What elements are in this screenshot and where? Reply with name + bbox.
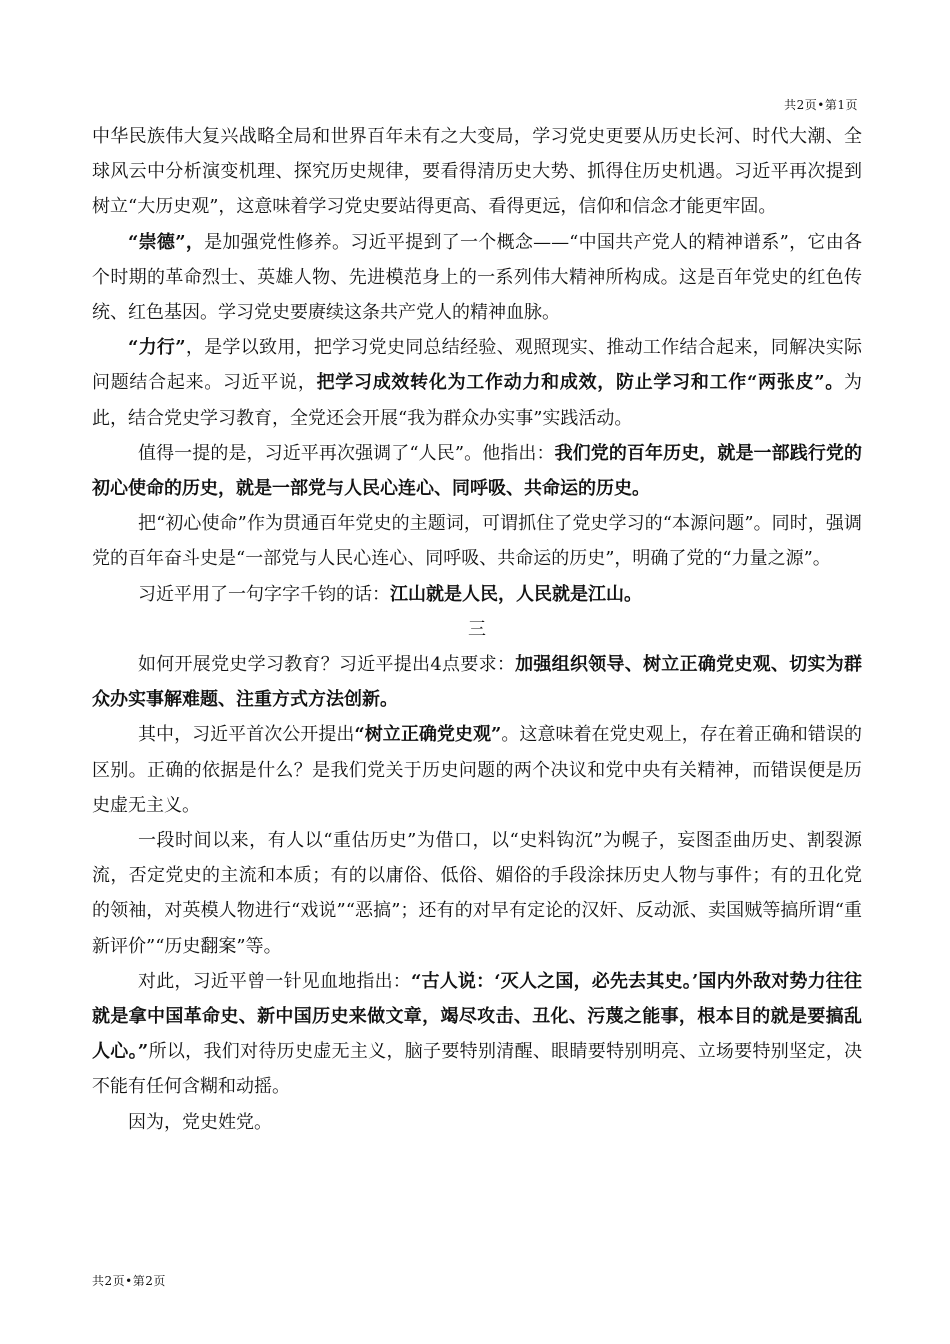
paragraph-7-text: 如何开展党史学习教育？习近平提出4点要求： <box>138 654 516 676</box>
paragraph-8-text-2: 。这意味着在党史观上，存在着正确和错误的区别。正确的依据是什么？是我们党关于历史问题的两个决议和党中央有关精神，而错误便是历史虚无主义。 <box>92 724 862 816</box>
paragraph-4-emphasis: 我们党的百年历史，就是一部践行党的初心使命的历史，就是一部党与人民心连心、同呼吸、共命运的历史。 <box>92 442 862 500</box>
paragraph-4 <box>92 436 862 506</box>
paragraph-6-emphasis: 江山就是人民，人民就是江山。 <box>390 583 642 605</box>
paragraph-7 <box>92 647 862 717</box>
paragraph-3-emphasis: 把学习成效转化为工作动力和成效，防止学习和工作“两张皮”。 <box>316 372 844 394</box>
paragraph-8 <box>92 717 862 823</box>
page-header: 共2页•第1页 <box>784 98 858 112</box>
paragraph-6 <box>92 577 862 612</box>
paragraph-3-text-2: 为此，结合党史学习教育，全党还会开展“我为群众办实事”实践活动。 <box>92 372 862 429</box>
section-heading-three: 三 <box>468 618 486 640</box>
paragraph-7-emphasis: 加强组织领导、树立正确党史观、切实为群众办实事解难题、注重方式方法创新。 <box>92 654 863 711</box>
paragraph-4-text: 值得一提的是，习近平再次强调了“人民”。他指出： <box>138 442 555 464</box>
paragraph-8-emphasis: “树立正确党史观” <box>354 724 502 746</box>
paragraph-6-text: 习近平用了一句字字千钧的话： <box>138 583 390 605</box>
document-body <box>92 119 862 1140</box>
paragraph-11: 因为，党史姓党。 <box>128 1111 272 1133</box>
paragraph-8-text-1: 其中，习近平首次公开提出 <box>138 724 355 746</box>
paragraph-10-text-2: 所以，我们对待历史虚无主义，脑子要特别清醒、眼睛要特别明亮、立场要特别坚定，决不能有任何含糊和动摇。 <box>92 1041 862 1098</box>
paragraph-3 <box>92 330 862 436</box>
paragraph-2-lead: “崇德”， <box>128 231 205 253</box>
paragraph-9: 一段时间以来，有人以“重估历史”为借口，以“史料钩沉”为幌子，妄图歪曲历史、割裂源流，否定党史的主流和本质；有的以庸俗、低俗、媚俗的手段涂抹历史人物与事件；有的丑化党的领袖，对英模人物进行“戏说”“恶搞”；还有的对早有定论的汉奸、反动派、卖国贼等搞所谓“重新评价”“历史翻案”等。 <box>92 830 862 957</box>
paragraph-2-text: 是加强党性修养。习近平提到了一个概念——“中国共产党人的精神谱系”，它由各个时期的革命烈士、英雄人物、先进模范身上的一系列伟大精神所构成。这是百年党史的红色传统、红色基因。学习党史要赓续这条共产党人的精神血脉。 <box>92 231 862 324</box>
paragraph-10-text-1: 对此，习近平曾一针见血地指出： <box>138 970 411 992</box>
paragraph-10-quote: “古人说：‘灭人之国，必先去其史。’国内外敌对势力往往就是拿中国革命史、新中国历史来做文章，竭尽攻击、丑化、污蔑之能事，根本目的就是要搞乱人心。” <box>92 970 862 1063</box>
paragraph-1: 中华民族伟大复兴战略全局和世界百年未有之大变局，学习党史更要从历史长河、时代大潮、全球风云中分析演变机理、探究历史规律，要看得清历史大势、抓得住历史机遇。习近平再次提到树立“大历史观”，这意味着学习党史要站得更高、看得更远，信仰和信念才能更牢固。 <box>92 126 862 218</box>
paragraph-5: 把“初心使命”作为贯通百年党史的主题词，可谓抓住了党史学习的“本源问题”。同时，强调党的百年奋斗史是“一部党与人民心连心、同呼吸、共命运的历史”，明确了党的“力量之源”。 <box>92 513 862 570</box>
paragraph-10 <box>92 964 862 1105</box>
page-footer: 共2页•第2页 <box>92 1274 166 1288</box>
paragraph-3-text-1: ，是学以致用，把学习党史同总结经验、观照现实、推动工作结合起来，同解决实际问题结合起来。习近平说， <box>92 337 862 394</box>
paragraph-3-lead: “力行” <box>128 337 186 359</box>
paragraph-2 <box>92 225 862 331</box>
